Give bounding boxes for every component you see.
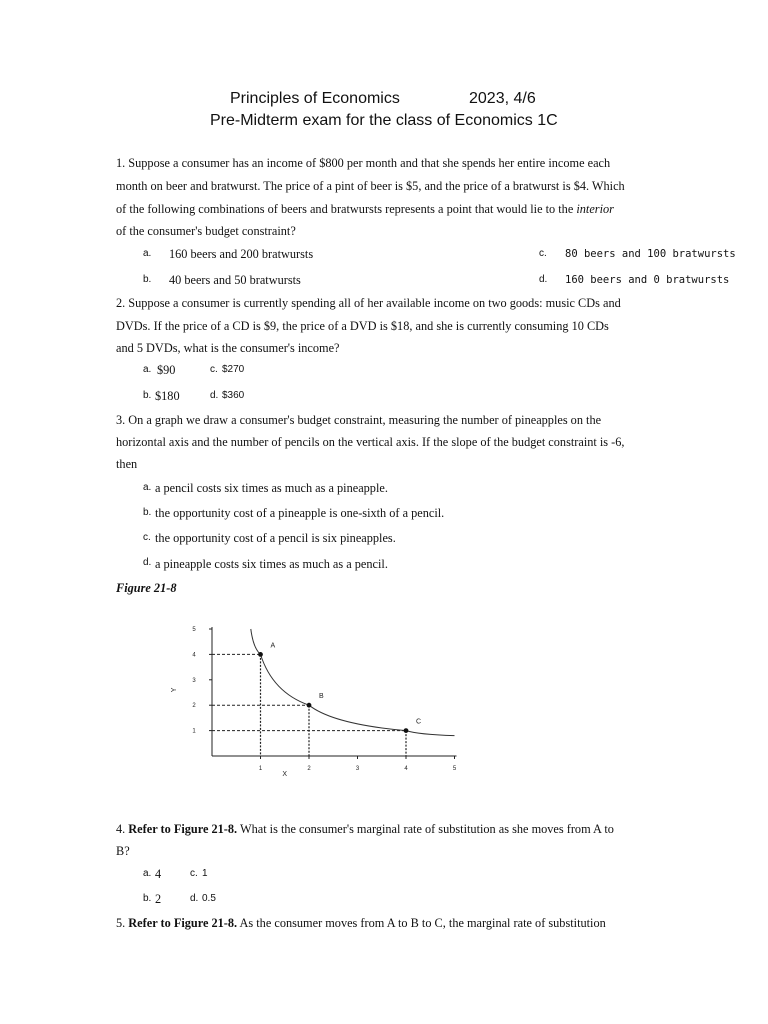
- y-axis-label: Y: [171, 687, 178, 693]
- q4-option-c[interactable]: 1: [202, 868, 208, 879]
- question-5: [116, 916, 606, 931]
- point-label-a: A: [270, 642, 276, 650]
- q4-number: 4.: [116, 822, 129, 836]
- point-b: [307, 703, 312, 708]
- q5-figure-ref: Refer to Figure 21-8.: [128, 916, 238, 930]
- q1-option-c[interactable]: 80 beers and 100 bratwursts: [565, 248, 736, 260]
- q4-option-b[interactable]: 2: [155, 892, 162, 906]
- exam-subtitle: Pre-Midterm exam for the class of Economics 1C: [210, 112, 558, 129]
- q3-line-2: horizontal axis and the number of pencils on the vertical axis. If the slope of the budget constraint is -6,: [116, 435, 625, 449]
- q2-option-b-letter: b.: [143, 390, 152, 401]
- q2-option-d[interactable]: $360: [222, 390, 245, 401]
- q4-text: What is the consumer's marginal rate of substitution as she moves from A to: [237, 822, 614, 836]
- q4-option-a[interactable]: 4: [155, 867, 162, 881]
- q1-line-4: of the consumer's budget constraint?: [116, 224, 296, 238]
- x-tick-label: 3: [355, 766, 360, 772]
- q3-option-b[interactable]: the opportunity cost of a pineapple is one-sixth of a pencil.: [155, 506, 445, 520]
- q4-option-c-letter: c.: [190, 868, 198, 879]
- q1-option-d-letter: d.: [539, 274, 548, 285]
- q1-option-b[interactable]: 40 beers and 50 bratwursts: [169, 273, 301, 287]
- q1-option-a[interactable]: 160 beers and 200 bratwursts: [169, 247, 314, 261]
- q4-option-a-letter: a.: [143, 868, 152, 879]
- indifference-curve: [251, 629, 455, 736]
- point-label-c: C: [416, 718, 422, 726]
- q4-option-d-letter: d.: [190, 893, 199, 904]
- q2-option-b[interactable]: $180: [155, 389, 180, 403]
- q1-line-3: [116, 202, 614, 217]
- q3-option-c[interactable]: the opportunity cost of a pencil is six pineapples.: [155, 531, 396, 545]
- q1-option-c-letter: c.: [539, 248, 547, 259]
- x-axis-label: X: [282, 771, 288, 778]
- y-tick-label: 4: [192, 652, 196, 659]
- q3-option-d-letter: d.: [143, 557, 152, 568]
- q1-line-1: 1. Suppose a consumer has an income of $800 per month and that she spends her entire income each: [116, 156, 611, 170]
- q3-option-d[interactable]: a pineapple costs six times as much as a pencil.: [155, 557, 388, 571]
- q1-option-a-letter: a.: [143, 248, 152, 259]
- q1-line-2: month on beer and bratwurst. The price of a pint of beer is $5, and the price of a bratwurst is $4. Which: [116, 179, 625, 193]
- q1-option-d[interactable]: 160 beers and 0 bratwursts: [565, 274, 730, 286]
- q1-option-b-letter: b.: [143, 274, 152, 285]
- q2-option-c-letter: c.: [210, 364, 218, 375]
- q2-line-3: and 5 DVDs, what is the consumer's income?: [116, 341, 340, 355]
- q4-line-2: B?: [116, 844, 130, 858]
- q2-line-2: DVDs. If the price of a CD is $9, the price of a DVD is $18, and she is currently consuming 10 CDs: [116, 319, 609, 333]
- q5-text: As the consumer moves from A to B to C, the marginal rate of substitution: [237, 916, 606, 930]
- q3-line-3: then: [116, 457, 138, 471]
- x-tick-label: 5: [452, 766, 457, 772]
- figure-caption: Figure 21-8: [116, 581, 177, 595]
- q4-option-d[interactable]: 0.5: [202, 893, 216, 904]
- q3-line-1: 3. On a graph we draw a consumer's budget constraint, measuring the number of pineapples on the: [116, 413, 602, 427]
- y-tick-label: 5: [192, 627, 196, 633]
- q2-line-1: 2. Suppose a consumer is currently spending all of her available income on two goods: music CDs and: [116, 296, 621, 310]
- x-tick-label: 2: [307, 766, 311, 772]
- point-label-b: B: [319, 693, 324, 701]
- q2-option-c[interactable]: $270: [222, 364, 245, 375]
- x-tick-label: 4: [404, 766, 408, 772]
- y-tick-label: 2: [192, 703, 196, 710]
- exam-date: 2023, 4/6: [469, 90, 536, 107]
- point-a: [258, 652, 263, 657]
- q2-option-a-letter: a.: [143, 364, 152, 375]
- q3-option-c-letter: c.: [143, 532, 151, 543]
- point-c: [404, 728, 409, 733]
- q1-interior-word: interior: [576, 202, 614, 216]
- q2-option-a[interactable]: $90: [157, 363, 176, 377]
- q4-figure-ref: Refer to Figure 21-8.: [128, 822, 238, 836]
- y-tick-label: 3: [192, 677, 196, 684]
- y-tick-label: 1: [192, 728, 196, 735]
- q2-option-d-letter: d.: [210, 390, 219, 401]
- course-title: Principles of Economics: [230, 90, 400, 107]
- x-tick-label: 1: [258, 766, 263, 772]
- q4-option-b-letter: b.: [143, 893, 152, 904]
- q3-option-a-letter: a.: [143, 482, 152, 493]
- q5-number: 5.: [116, 916, 129, 930]
- q4-line-1: [116, 822, 614, 837]
- q1-line-3-text: of the following combinations of beers and bratwursts represents a point that would lie to the: [116, 202, 577, 216]
- q3-option-b-letter: b.: [143, 507, 152, 518]
- q3-option-a[interactable]: a pencil costs six times as much as a pineapple.: [155, 481, 388, 495]
